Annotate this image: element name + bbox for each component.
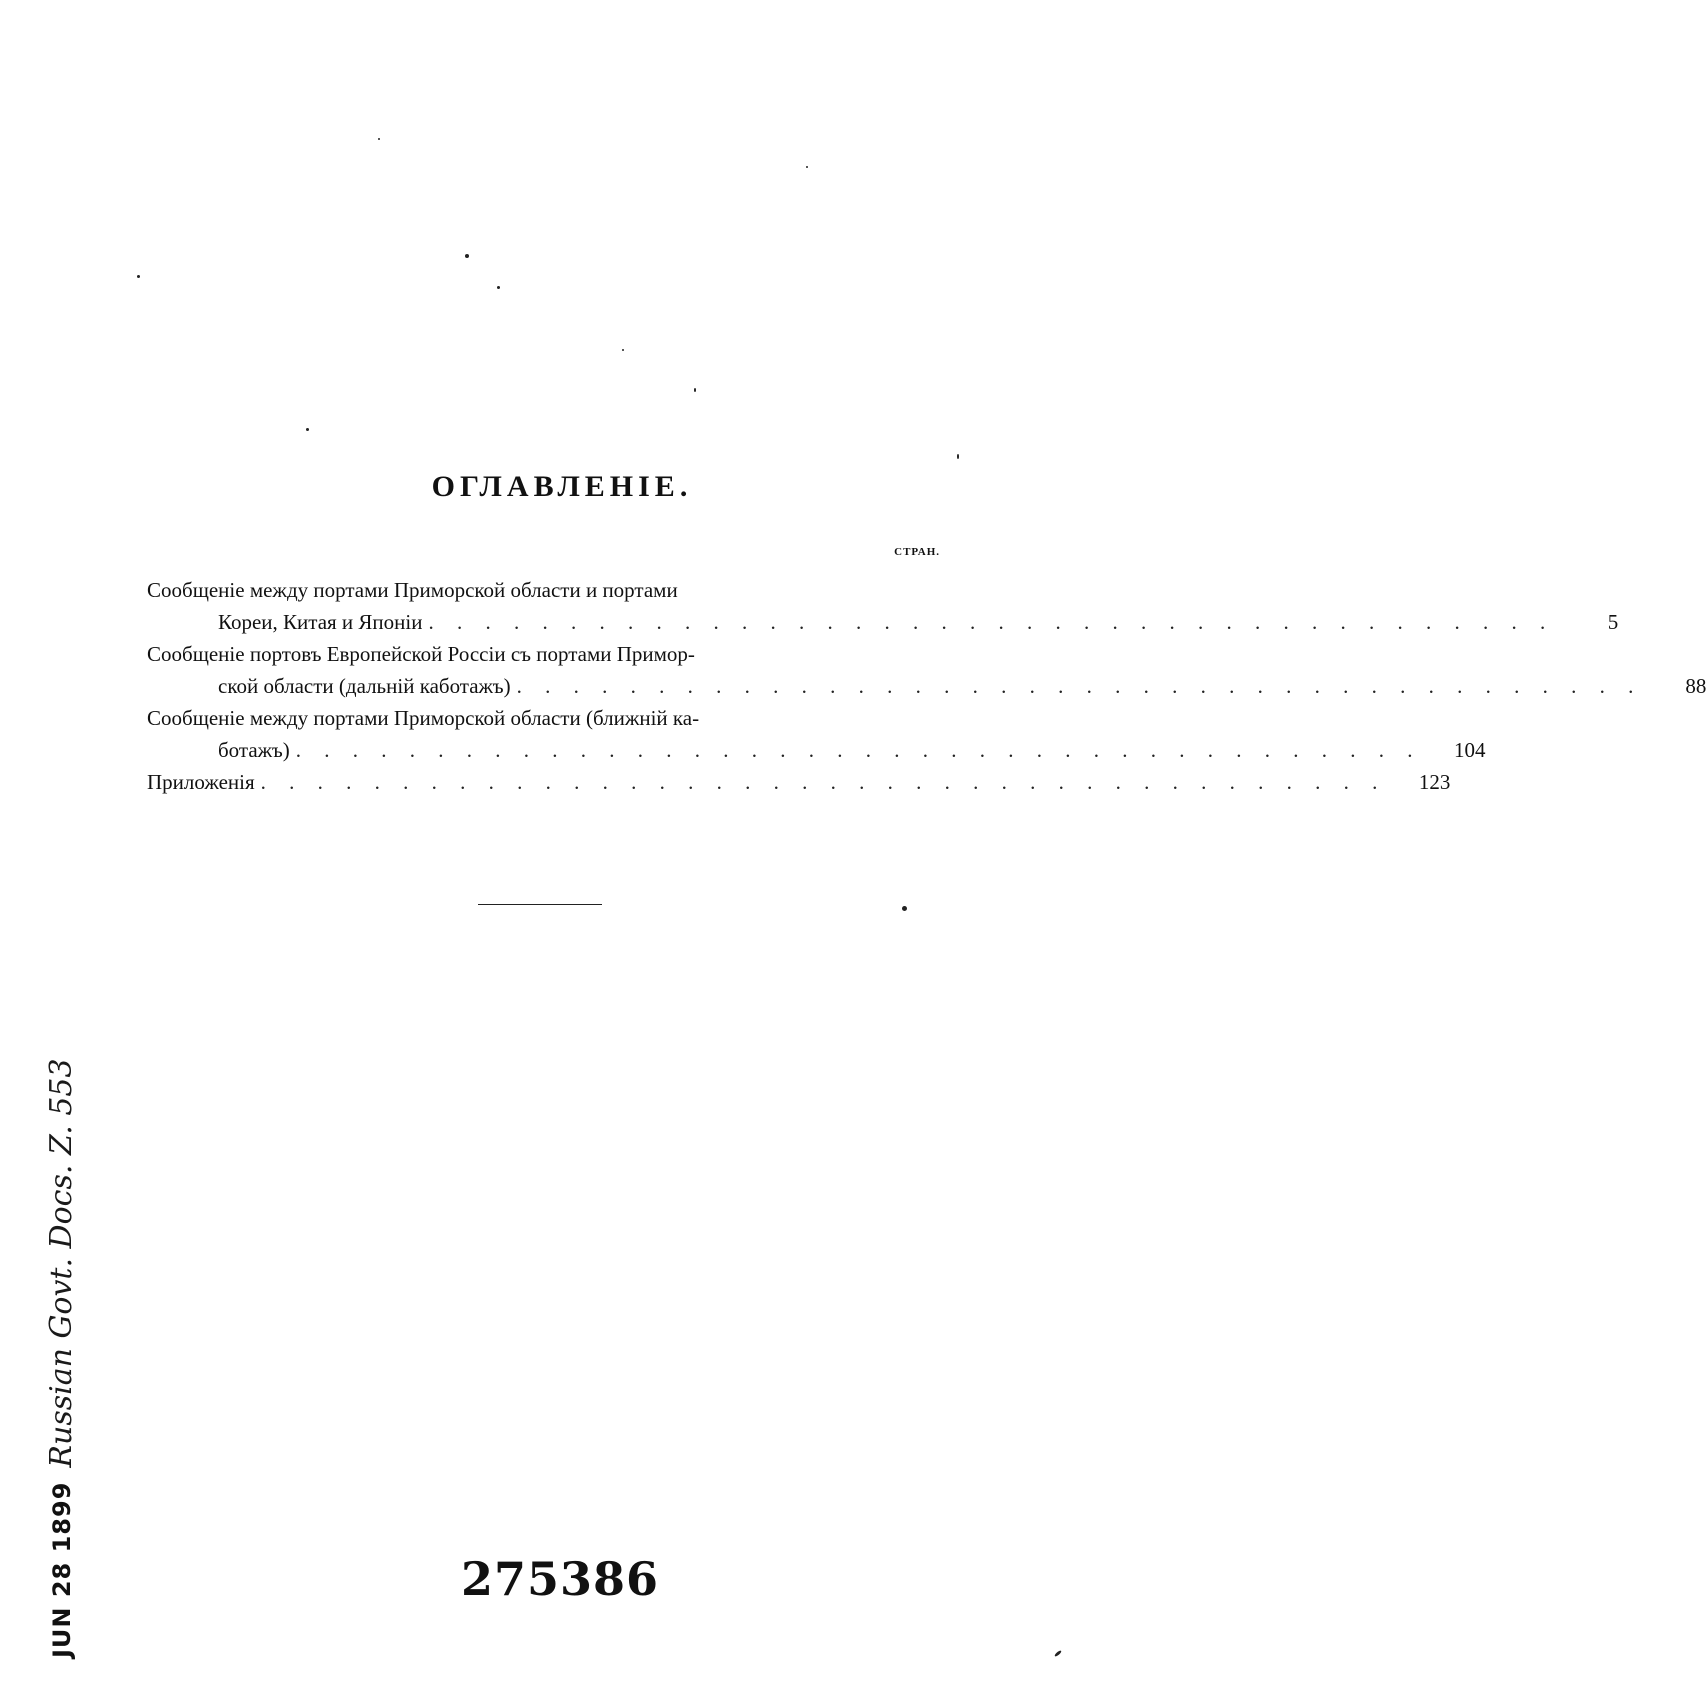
dot-leader: . . . . . . . . . . . . . . . . . . . . . . . . . . . . . . . . . . . . . . . . [516, 674, 1643, 698]
toc-entry-text: Приложенія [147, 770, 255, 794]
scan-speck [1054, 1650, 1062, 1657]
toc-page-number: 5 [1607, 610, 1619, 634]
toc-entry-text: Сообщеніе портовъ Европейской Россіи съ портами Примор- [147, 642, 695, 666]
scan-speck [957, 454, 959, 459]
scan-speck [378, 138, 380, 140]
section-divider [478, 904, 602, 905]
toc-entry-text: Сообщеніе между портами Приморской области (ближній ка- [147, 706, 700, 730]
received-date-stamp: JUN 28 1899 [47, 1481, 76, 1658]
toc-entry [147, 702, 1486, 766]
scan-speck [497, 286, 500, 289]
toc-entry-text: ской области (дальній каботажъ) [218, 674, 511, 698]
scan-speck [465, 254, 469, 258]
scan-speck [806, 166, 808, 168]
scan-speck [622, 349, 624, 351]
page-column-header: СТРАН. [894, 546, 940, 558]
dot-leader: . . . . . . . . . . . . . . . . . . . . . . . . . . . . . . . . . . . . . . . . [260, 770, 1387, 794]
toc-entry-text: Кореи, Китая и Японіи [218, 610, 423, 634]
toc-entry [147, 766, 1451, 798]
dot-leader: . . . . . . . . . . . . . . . . . . . . . . . . . . . . . . . . . . . . . . . . [428, 610, 1555, 634]
margin-stamp [44, 1058, 79, 1658]
toc-entry [147, 574, 1619, 638]
scan-speck [694, 388, 696, 392]
accession-number: 275386 [460, 1552, 660, 1606]
scan-speck [306, 428, 309, 431]
scan-speck [137, 275, 140, 278]
toc-page-number: 104 [1454, 738, 1486, 762]
toc-entry [147, 638, 1706, 702]
dot-leader: . . . . . . . . . . . . . . . . . . . . . . . . . . . . . . . . . . . . . . . . [295, 738, 1422, 762]
scan-speck [902, 906, 907, 911]
toc-page-number: 123 [1418, 770, 1451, 794]
table-of-contents [147, 574, 1706, 798]
toc-page-number: 88 [1685, 674, 1706, 698]
page-title: ОГЛАВЛЕНІЕ. [431, 470, 693, 503]
toc-entry-text: Сообщеніе между портами Приморской области и портами [147, 578, 678, 602]
toc-entry-text: ботажъ) [218, 738, 290, 762]
handwritten-note: Russian Govt. Docs. Z. 553 [44, 1058, 79, 1468]
